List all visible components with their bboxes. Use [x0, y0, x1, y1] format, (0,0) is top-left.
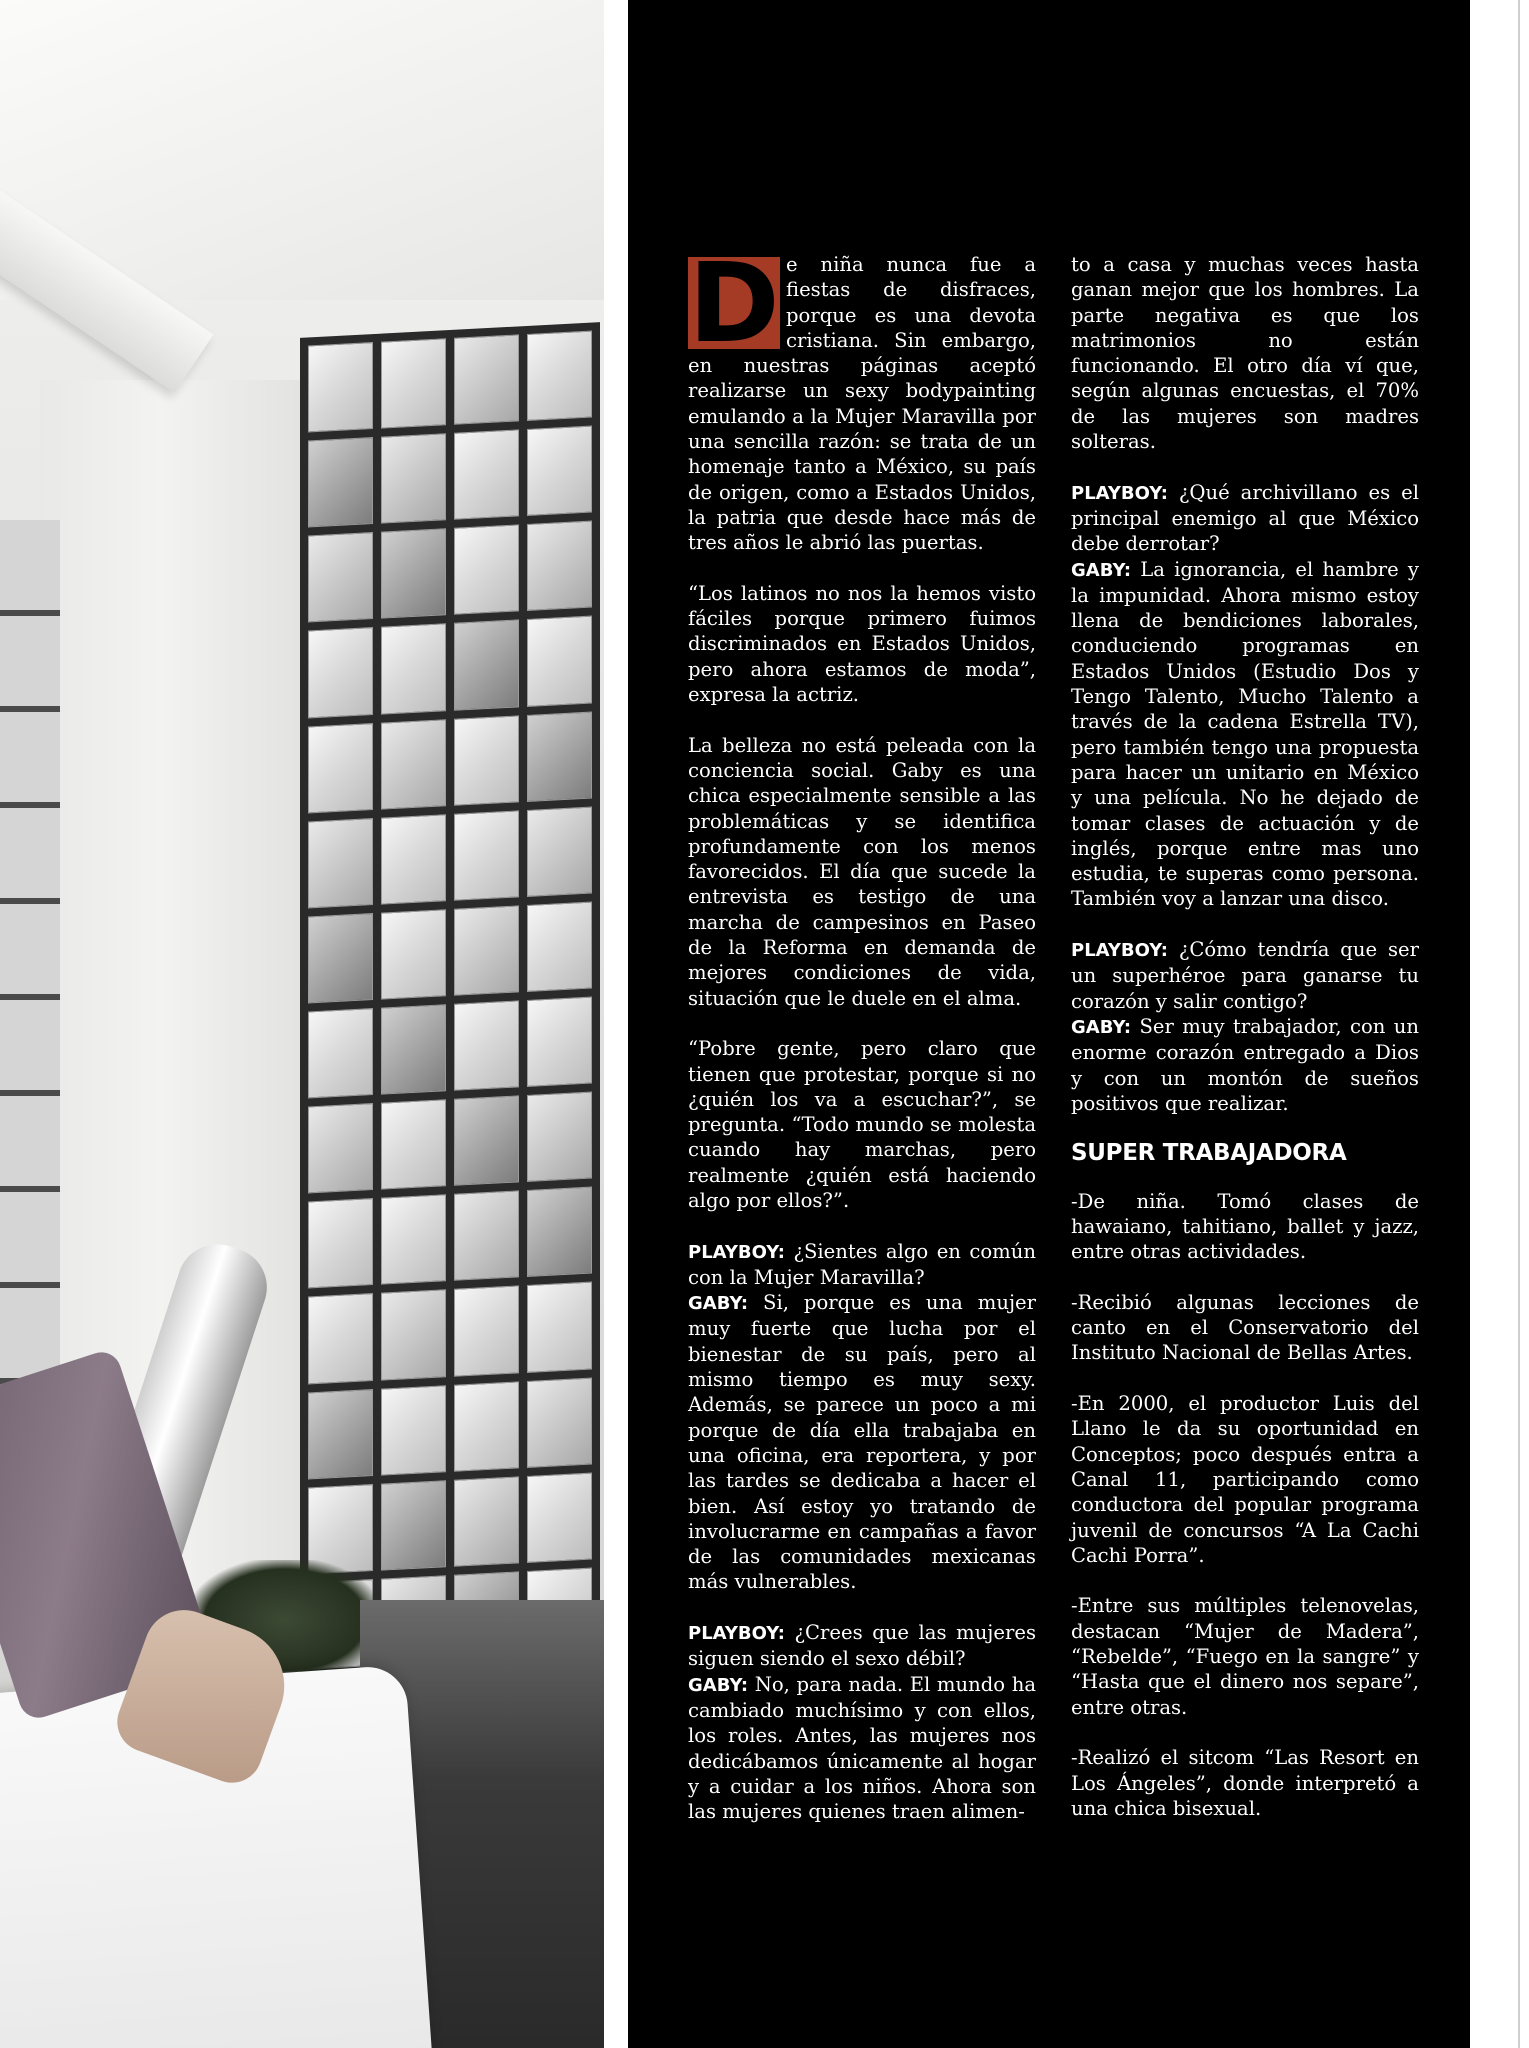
bullet-item: -De niña. Tomó clases de hawaiano, tahitiano, ballet y jazz, entre otras actividades. — [1071, 1189, 1419, 1264]
speaker-label: PLAYBOY: — [688, 1241, 785, 1263]
interview-answer: GABY: Si, porque es una mujer muy fuerte que lucha por el bienestar de su país, pero al mismo tiempo es muy sexy. Además, se parece un poco a mi porque de día ella trabajaba en una oficina, era reportera, y por las tardes se dedicaba a hacer el bien. Así estoy yo tratando de involucrarme en campañas a favor de las comunidades mexicanas más vulnerables. — [688, 1291, 1036, 1594]
interview-question: PLAYBOY: ¿Qué archivillano es el principal enemigo al que México debe derrotar? — [1071, 480, 1419, 556]
page-margin — [1470, 0, 1529, 2048]
paragraph: “Pobre gente, pero claro que tienen que protestar, porque si no ¿quién los va a escuchar?”, se pregunta. “Todo mundo se molesta cuando hay marchas, pero realmente ¿quién está haciendo algo por ellos?”. — [688, 1037, 1036, 1212]
bullet-item: -En 2000, el productor Luis del Llano le da su oportunidad en Conceptos; poco después entra a Canal 11, participando como conductora del popular programa juvenil de concursos “A La Cachi Cachi Porra”. — [1071, 1392, 1419, 1567]
speaker-label: GABY: — [688, 1674, 749, 1696]
glass-block-wall — [300, 322, 600, 1678]
speaker-label: GABY: — [688, 1293, 749, 1315]
interview-answer: GABY: Ser muy trabajador, con un enorme corazón entregado a Dios y con un montón de sueños positivos que realizar. — [1071, 1014, 1419, 1115]
interview-answer: GABY: La ignorancia, el hambre y la impunidad. Ahora mismo estoy llena de bendiciones laborales, conduciendo programas en Estados Unidos (Estudio Dos y Tengo Talento, Mucho Talento a través de la cadena Estrella TV), pero también tengo una propuesta para hacer un unitario en México y una película. No he dejado de tomar clases de actuación y de inglés, porque entre mas uno estudia, te superas como persona. También voy a lanzar una disco. — [1071, 557, 1419, 911]
office-photo — [0, 0, 604, 2048]
interview-question: PLAYBOY: ¿Sientes algo en común con la Mujer Maravilla? — [688, 1239, 1036, 1289]
bullet-item: -Entre sus múltiples telenovelas, destacan “Mujer de Madera”, “Rebelde”, “Fuego en la sangre” y “Hasta que el dinero nos separe”, entre otras. — [1071, 1594, 1419, 1719]
interview-question: PLAYBOY: ¿Crees que las mujeres siguen siendo el sexo débil? — [688, 1621, 1036, 1671]
paragraph: La belleza no está peleada con la conciencia social. Gaby es una chica especialmente sensible a las problemáticas y se identifica profundamente con los menos favorecidos. El día que sucede la entrevista es testigo de una marcha de campesinos en Paseo de la Reforma en demanda de mejores condiciones de vida, situación que le duele en el alma. — [688, 733, 1036, 1010]
paragraph: to a casa y muchas veces hasta ganan mejor que los hombres. La parte negativa es que los matrimonios no están funcionando. El otro día ví que, según algunas encuestas, el 70% de las mujeres son madres solteras. — [1071, 253, 1419, 454]
drop-cap: D — [688, 257, 780, 349]
speaker-label: GABY: — [1071, 1016, 1132, 1038]
interview-answer: GABY: No, para nada. El mundo ha cambiado muchísimo y con ellos, los roles. Antes, las mujeres nos dedicábamos únicamente al hogar y a cuidar a los niños. Ahora son las mujeres quienes traen alimen- — [688, 1672, 1036, 1824]
intro-paragraph: De niña nunca fue a fiestas de disfraces, porque es una devota cristiana. Sin embargo, en nuestras páginas aceptó realizarse un sexy bodypainting emulando a la Mujer Maravilla por una sencilla razón: se trata de un homenaje tanto a México, su país de origen, como a Estados Unidos, la patria que desde hace más de tres años le abrió las puertas. — [688, 253, 1036, 555]
bullet-item: -Recibió algunas lecciones de canto en el Conservatorio del Instituto Nacional de Bellas Artes. — [1071, 1290, 1419, 1365]
paragraph: “Los latinos no nos la hemos visto fáciles porque primero fuimos discriminados en Estados Unidos, pero ahora estamos de moda”, expresa la actriz. — [688, 581, 1036, 707]
speaker-label: PLAYBOY: — [1071, 940, 1168, 962]
speaker-label: GABY: — [1071, 559, 1132, 581]
article-column-1 — [688, 252, 1036, 1850]
interview-question: PLAYBOY: ¿Cómo tendría que ser un superhéroe para ganarse tu corazón y salir contigo? — [1071, 938, 1419, 1013]
speaker-label: PLAYBOY: — [1071, 482, 1168, 504]
speaker-label: PLAYBOY: — [688, 1623, 785, 1645]
page-edge — [1518, 0, 1520, 2048]
section-title: SUPER TRABAJADORA — [1071, 1140, 1347, 1167]
article-column-2 — [1071, 252, 1419, 1846]
bullet-item: -Realizó el sitcom “Las Resort en Los Ángeles”, donde interpretó a una chica bisexual. — [1071, 1746, 1419, 1820]
